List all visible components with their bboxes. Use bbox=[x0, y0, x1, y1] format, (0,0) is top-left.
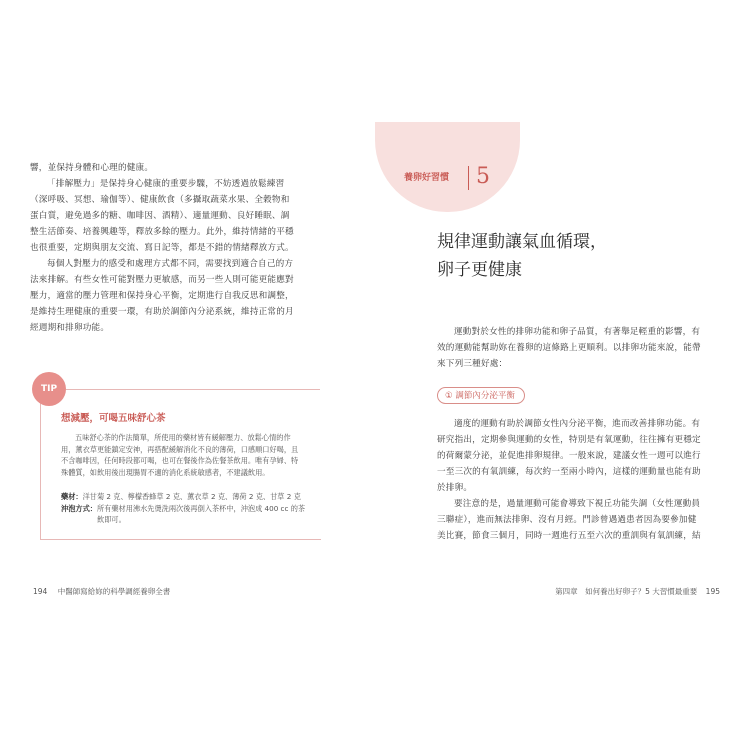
chapter-label: 養卵好習慣 bbox=[404, 173, 450, 183]
text-line: （深呼吸、冥想、瑜伽等）、健康飲食（多攝取蔬菜水果、全穀物和 bbox=[30, 195, 290, 205]
method-line-1: 所有藥材用沸水先燙洗兩次後再倒入茶杯中，沖泡成 400 cc 的茶 bbox=[96, 503, 306, 513]
text-line: 一至三次的有氧訓練，每次約一至兩小時內，這樣的運動量也能有助 bbox=[437, 467, 701, 477]
text-line: 適度的運動有助於調節女性內分泌平衡，進而改善排卵功能。有 bbox=[454, 419, 701, 429]
text-line: 蛋白質，避免過多的糖、咖啡因、酒精）、適量運動、良好睡眠、調 bbox=[30, 211, 290, 221]
chapter-number: 5 bbox=[476, 164, 490, 189]
method-line-2: 飲即可。 bbox=[97, 515, 126, 524]
text-line: 三聯症），進而無法排卵、沒有月經。門診曾遇過患者因為要參加健 bbox=[437, 515, 697, 525]
text-line: 壓力，適當的壓力管理和保持身心平衡，定期進行自我反思和調整， bbox=[30, 291, 294, 301]
headline bbox=[437, 228, 707, 284]
right-page-number: 195 bbox=[705, 587, 720, 596]
tip-body bbox=[61, 432, 316, 478]
text-line: 也很重要，定期與朋友交流、寫日記等，都是不錯的情緒釋放方式。 bbox=[30, 243, 294, 253]
text-line: 法來排解。有些女性可能對壓力更敏感，而另一些人則可能更能應對 bbox=[30, 275, 294, 285]
right-body-2 bbox=[437, 496, 710, 544]
tip-rule bbox=[66, 389, 320, 390]
text-line: 美比賽，節食三個月，同時一週進行五至六次的重訓與有氧訓練，結 bbox=[437, 531, 701, 541]
tip-body-line: 用，薰衣草更能鎮定安神，再搭配緩解消化不良的薄荷，口感順口好喝，且 bbox=[61, 444, 299, 454]
right-footer bbox=[555, 586, 720, 597]
left-page-number: 194 bbox=[33, 587, 48, 596]
book-title: 中醫師寫給妳的科學調經養卵全書 bbox=[57, 587, 171, 596]
left-paragraph bbox=[30, 256, 330, 336]
chapter-title: 第四章 如何養出好卵子？5 大習慣最重要 bbox=[555, 587, 698, 596]
text-line: 經週期和排卵功能。 bbox=[30, 323, 110, 333]
text-line: 來下列三種好處： bbox=[437, 359, 508, 369]
text-line: 每個人對壓力的感受和處理方式都不同，需要找到適合自己的方 bbox=[47, 259, 294, 269]
ingredients-label: 藥材： bbox=[61, 492, 83, 501]
headline-line-2: 卵子更健康 bbox=[437, 260, 522, 280]
text-line: 「排解壓力」是保持身心健康的重要步驟，不妨透過放鬆練習 bbox=[47, 179, 285, 189]
tip-ingredients bbox=[61, 491, 316, 526]
text-line: 響，並保持身體和心理的健康。 bbox=[30, 163, 154, 173]
tip-badge: TIP bbox=[32, 372, 66, 406]
text-line: 運動對於女性的排卵功能和卵子品質，有著舉足輕重的影響，有 bbox=[454, 327, 701, 337]
tip-body-line: 殊體質，如飲用後出現腸胃不適的消化系統敏感者，不建議飲用。 bbox=[61, 467, 270, 477]
tip-body-line: 不含咖啡因，任何時段都可喝，也可在餐後作為佐餐茶飲用。唯有孕婦、特 bbox=[61, 456, 299, 465]
left-paragraph bbox=[30, 160, 330, 176]
method-label: 沖泡方式： bbox=[61, 503, 97, 513]
left-paragraph bbox=[30, 176, 330, 256]
text-line: 的荷爾蒙分泌，並促進排卵規律。一般來說，建議女性一週可以進行 bbox=[437, 451, 701, 461]
right-body-1 bbox=[437, 416, 710, 496]
text-line: 要注意的是，過量運動可能會導致下視丘功能失調（女性運動員 bbox=[454, 499, 701, 509]
tip-title: 想減壓，可喝五味舒心茶 bbox=[61, 413, 166, 424]
chapter-divider bbox=[468, 166, 469, 190]
left-footer bbox=[33, 586, 170, 597]
text-line: 研究指出，定期參與運動的女性，特別是有氧運動，往往擁有更穩定 bbox=[437, 435, 701, 445]
section-pill: ① 調節內分泌平衡 bbox=[437, 387, 525, 404]
text-line: 於排卵。 bbox=[437, 483, 473, 493]
left-page-text bbox=[30, 160, 330, 336]
chapter-semicircle-decoration bbox=[375, 122, 520, 212]
headline-line-1: 規律運動讓氣血循環， bbox=[437, 232, 607, 252]
text-line: 效的運動能幫助妳在養卵的這條路上更順利。以排卵功能來說，能帶 bbox=[437, 343, 701, 353]
tip-body-line: 五味舒心茶的作法簡單，所使用的藥材皆有緩解壓力、放鬆心情的作 bbox=[75, 433, 291, 442]
ingredients-text: 洋甘菊 2 克、檸檬香蜂草 2 克、薰衣草 2 克、薄荷 2 克、甘草 2 克 bbox=[82, 492, 301, 501]
text-line: 是維持生理健康的重要一環，有助於調節內分泌系統，維持正常的月 bbox=[30, 307, 294, 317]
text-line: 整生活節奏、培養興趣等，釋放多餘的壓力。此外，維持情緒的平穩 bbox=[30, 227, 294, 237]
right-intro bbox=[437, 324, 710, 372]
